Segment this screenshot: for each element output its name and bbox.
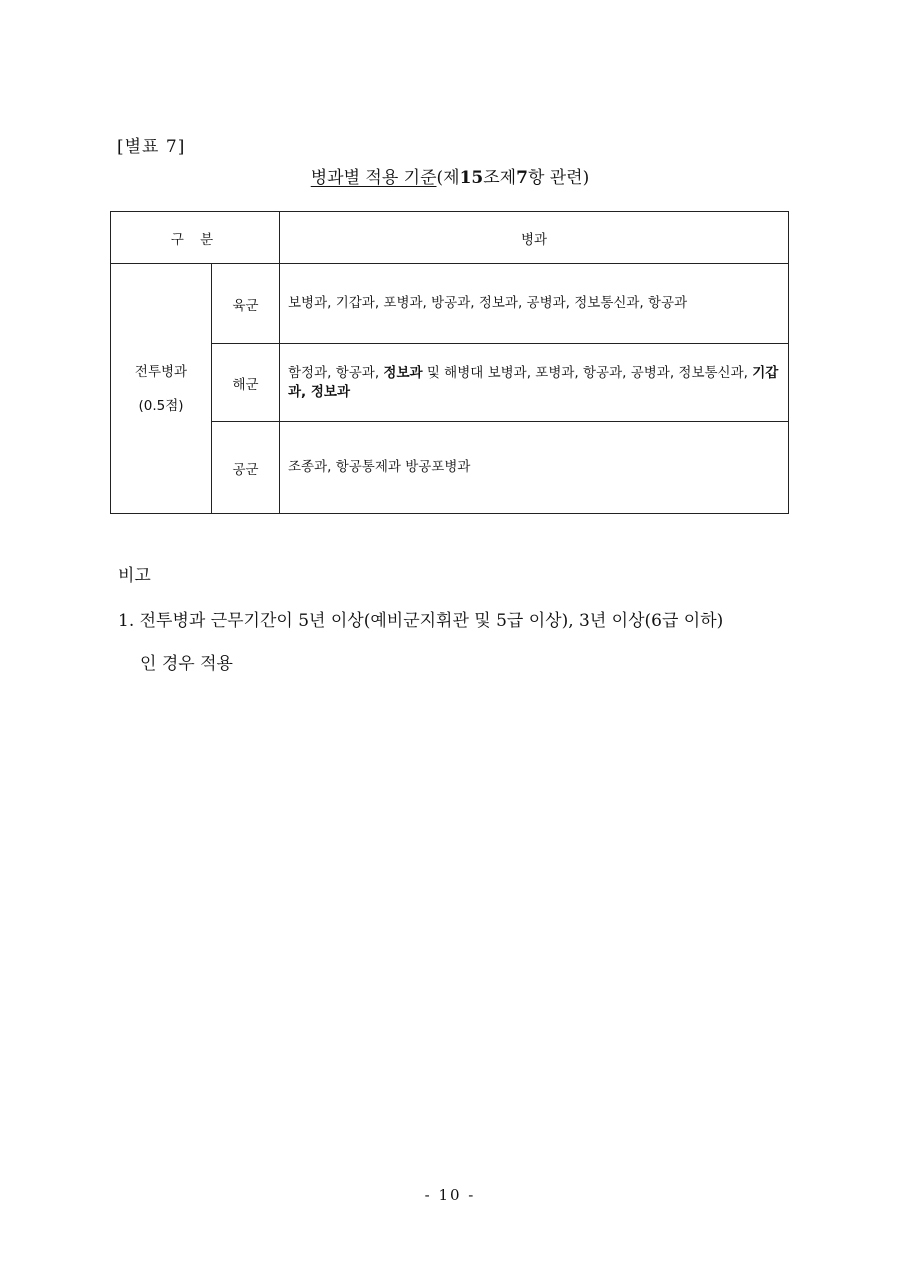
document-title bbox=[0, 163, 900, 188]
page-number: - 10 - bbox=[424, 1186, 476, 1204]
table-row bbox=[111, 422, 789, 514]
remark-item-1-line1: 1. 전투병과 근무기간이 5년 이상(예비군지휘관 및 5급 이상), 3년 이상(6급 이하) bbox=[118, 611, 724, 631]
header-branch-cell: 병과 bbox=[280, 212, 789, 264]
title-main: 병과별 적용 기준 bbox=[310, 168, 437, 188]
airforce-branches: 조종과, 항공통제과 방공포병과 bbox=[280, 422, 789, 514]
title-subtitle: (제15조제7항 관련) bbox=[436, 168, 590, 188]
remark-item-1-line2: 인 경우 적용 bbox=[140, 654, 233, 674]
category-score: (0.5점) bbox=[138, 397, 184, 414]
table-header-row bbox=[111, 212, 789, 264]
category-name: 전투병과 bbox=[134, 363, 188, 380]
table-row bbox=[111, 264, 789, 344]
appendix-label: [별표 7] bbox=[117, 137, 186, 157]
category-cell bbox=[111, 264, 212, 514]
branch-airforce: 공군 bbox=[212, 422, 280, 514]
navy-branches: 함정과, 항공과, 정보과 및 해병대 보병과, 포병과, 항공과, 공병과, 정보통신과, 기갑과, 정보과 bbox=[280, 344, 789, 422]
remarks-title: 비고 bbox=[118, 566, 151, 586]
branch-navy: 해군 bbox=[212, 344, 280, 422]
header-category-cell: 구 분 bbox=[111, 212, 280, 264]
army-branches: 보병과, 기갑과, 포병과, 방공과, 정보과, 공병과, 정보통신과, 항공과 bbox=[280, 264, 789, 344]
branch-army: 육군 bbox=[212, 264, 280, 344]
branch-criteria-table bbox=[110, 211, 789, 514]
table-row bbox=[111, 344, 789, 422]
remark-item-1 bbox=[118, 600, 798, 686]
